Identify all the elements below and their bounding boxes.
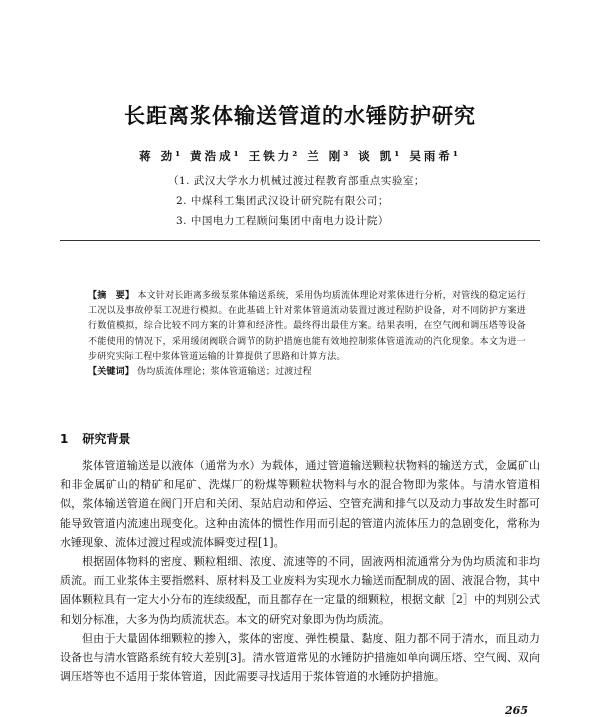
paper-title: 长距离浆体输送管道的水锤防护研究 bbox=[124, 104, 476, 128]
body-text bbox=[60, 456, 540, 686]
section-number: 1 bbox=[60, 432, 69, 446]
keywords-paragraph bbox=[88, 365, 526, 380]
keywords-label: 【关键词】 bbox=[88, 367, 135, 378]
affiliation-3: 3. 中国电力工程顾问集团中南电力设计院） bbox=[176, 215, 389, 227]
abstract-text: 本文针对长距离多级泵浆体输送系统，采用伪均质流体理论对浆体进行分析，对管线的稳定运行工况以及事故停泵工况进行模拟。在此基础上针对浆体管道流动装置过渡过程防护设备，对不同防护方案进行数值模拟，综合比较不同方案的计算和经济性。最终得出最佳方案。结果表明，在空气阀和调压塔等设备不能使用的情况下，采用缓闭阀联合调节的防护措施也能有效地控制浆体管道流动的汽化现象。本文为进一步研究实际工程中浆体管道运输的计算提供了思路和计算方法。 bbox=[88, 291, 527, 362]
section-title: 研究背景 bbox=[82, 432, 131, 446]
page-number: 265 bbox=[505, 704, 528, 717]
abstract-label: 【摘 要】 bbox=[88, 291, 135, 301]
author-list: 蒋 劲¹ 黄浩成¹ 王铁力² 兰 刚³ 谈 凯¹ 吴雨希¹ bbox=[139, 149, 461, 163]
body-paragraph-1: 浆体管道输送是以液体（通常为水）为载体，通过管道输送颗粒状物料的输送方式，金属矿山和非金属矿山的精矿和尾矿、洗煤厂的粉煤等颗粒状物料与水的混合物即为浆体。与清水管道相似，浆体输送管道在阀门开启和关闭、泵站启动和停运、空管充满和排气以及动力事故发生时都可能导致管道内流速出现变化。这种由流体的惯性作用而引起的管道内流体压力的急剧变化，常称为水锤现象、流体过渡过程或流体瞬变过程[1]。 bbox=[60, 459, 540, 549]
body-paragraph-3: 但由于大量固体细颗粒的掺入，浆体的密度、弹性模量、黏度、阻力都不同于清水，而且动力设备也与清水管路系统有较大差别[3]。清水管道常见的水锤防护措施如单向调压塔、空气阀、双向调压塔等也不适用于浆体管道，因此需要寻找适用于浆体管道的水锤防护措施。 bbox=[60, 631, 540, 684]
abstract-paragraph bbox=[88, 289, 526, 365]
header-divider bbox=[60, 240, 540, 241]
body-paragraph-2: 根据固体物料的密度、颗粒粗细、浓度、流速等的不同，固液两相流通常分为伪均质流和非均质流。而工业浆体主要指燃料、原材料及工业废料为实现水力输送而配制成的固、液混合物，其中固体颗粒具有一定大小分布的连续级配，而且都存在一定量的细颗粒，根据文献［2］中的判别公式和划分标准，大多为伪均质流状态。本文的研究对象即为伪均质流。 bbox=[60, 555, 540, 626]
abstract-block bbox=[88, 289, 526, 380]
affiliation-1: （1. 武汉大学水力机械过渡过程教育部重点实验室； bbox=[168, 175, 425, 187]
affiliation-2: 2. 中煤科工集团武汉设计研究院有限公司； bbox=[176, 195, 389, 207]
keywords-text: 伪均质流体理论；浆体管道输送；过渡过程 bbox=[137, 367, 312, 378]
section-heading bbox=[60, 430, 144, 447]
